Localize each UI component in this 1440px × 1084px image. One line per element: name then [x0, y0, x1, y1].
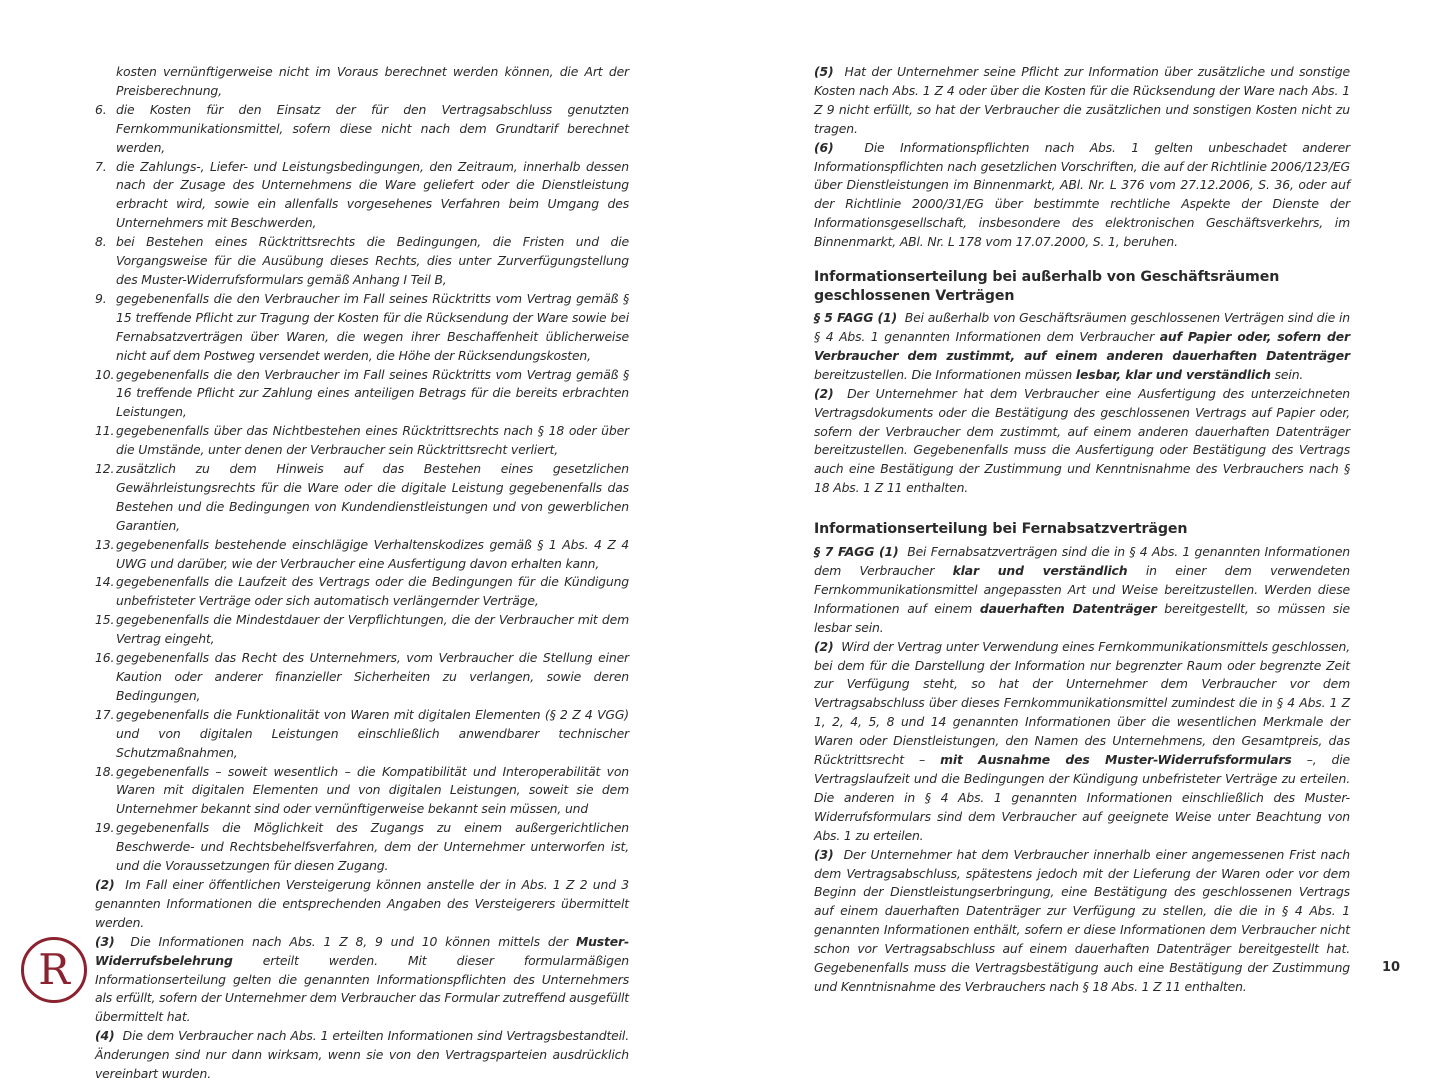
- paragraph-text: erteilt werden. Mit dieser formularmäßigen Informationserteilung gelten die genannten Informationspflichten des Unternehmers als erfüllt, sofern der Unternehmer dem Verbraucher das Formular zutreffend ausgefüllt übermittelt hat.: [95, 952, 629, 1025]
- bold-term: auf Papier oder, sofern der Verbraucher dem zustimmt, auf einem anderen dauerhaften Datenträger: [814, 328, 1350, 363]
- list-continuation: kosten vernünftigerweise nicht im Voraus berechnet werden können, die Art der Preisberechnung,: [116, 64, 629, 98]
- list-item-number: 9.: [95, 290, 107, 306]
- list-item: [95, 460, 629, 536]
- paragraph-text: Die dem Verbraucher nach Abs. 1 erteilten Informationen sind Vertragsbestandteil. Änderungen sind nur dann wirksam, wenn sie von den Vertragsparteien ausdrücklich vereinbart wurden.: [95, 1028, 629, 1082]
- list-item-number: 8.: [95, 234, 107, 250]
- paragraph-tag: (2): [95, 876, 115, 892]
- paragraph-tag: (4): [95, 1028, 115, 1044]
- bold-term: lesbar, klar und verständlich: [1075, 366, 1271, 382]
- paragraph-text: Die Informationen nach Abs. 1 Z 8, 9 und 10 können mittels der: [130, 933, 568, 949]
- section-7-paragraph-1: [814, 543, 1350, 638]
- list-item-text: gegebenenfalls die den Verbraucher im Fall seines Rücktritts vom Vertrag gemäß § 15 treffende Pflicht zur Tragung der Kosten für die Rücksendung der Ware sowie bei Fernabsatzverträgen über Waren, die wegen ihrer Beschaffenheit üblicherweise nicht auf dem Postweg versendet werden, die Höhe der Rücksendungskosten,: [116, 290, 629, 363]
- list-item-number: 13.: [95, 536, 115, 552]
- section-5-paragraph-2: [814, 385, 1350, 498]
- list-item: [95, 536, 629, 574]
- bold-term: mit Ausnahme des Muster-Widerrufsformulars: [940, 752, 1292, 768]
- list-item-number: 17.: [95, 706, 115, 722]
- list-item: [95, 158, 629, 234]
- paragraph-text: Die Informationspflichten nach Abs. 1 gelten unbeschadet anderer Informationspflichten nach gesetzlichen Vorschriften, die auf der Richtlinie 2006/123/EG über Dienstleistungen im Binnenmarkt, ABl. Nr. L 376 vom 27.12.2006, S. 36, oder auf der Richtlinie 2000/31/EG über bestimmte rechtliche Aspekte der Dienste der Informationsgesellschaft, insbesondere des elektronischen Geschäftsverkehrs, im Binnenmarkt, ABl. Nr. L 178 vom 17.07.2000, S. 1, beruhen.: [814, 139, 1350, 250]
- paragraph-text: Hat der Unternehmer seine Pflicht zur Information über zusätzliche und sonstige Kosten nach Abs. 1 Z 4 oder über die Kosten für die Rücksendung der Ware nach Abs. 1 Z 9 nicht erfüllt, so hat der Verbraucher die zusätzlichen und sonstigen Kosten nicht zu tragen.: [814, 64, 1351, 136]
- list-item: [95, 763, 629, 820]
- paragraph-tag: (3): [95, 933, 115, 949]
- bold-term: Muster-Widerrufsbelehrung: [95, 933, 629, 968]
- bold-term: dauerhaften Datenträger: [979, 600, 1157, 616]
- list-item-text: gegebenenfalls die Mindestdauer der Verpflichtungen, die der Verbraucher mit dem Vertrag eingeht,: [116, 612, 629, 647]
- paragraph-text: Der Unternehmer hat dem Verbraucher eine Ausfertigung des unterzeichneten Vertragsdokuments oder die Bestätigung des geschlossenen Vertrags auf Papier oder, sofern der Verbraucher dem zustimmt, auf einem anderen dauerhaften Datenträger bereitzustellen. Gegebenenfalls muss die Ausfertigung oder Bestätigung des Vertrags auch eine Bestätigung der Zustimmung und Kenntnisnahme des Verbrauchers nach § 18 Abs. 1 Z 11 enthalten.: [814, 385, 1351, 496]
- list-item-number: 12.: [95, 461, 115, 477]
- paragraph-tag: (2): [814, 638, 834, 654]
- list-item: [95, 573, 629, 611]
- paragraph-5: [814, 63, 1350, 139]
- left-column: [95, 63, 629, 1084]
- list-item-number: 19.: [95, 820, 115, 836]
- list-item-number: 15.: [95, 612, 115, 628]
- paragraph-2: [95, 876, 629, 933]
- paragraph-6: [814, 139, 1350, 252]
- list-item-number: 10.: [95, 366, 115, 382]
- list-item-text: gegebenenfalls das Recht des Unternehmers, vom Verbraucher die Stellung einer Kaution oder anderer finanzieller Sicherheiten zu verlangen, sowie deren Bedingungen,: [116, 650, 629, 703]
- list-item-text: gegebenenfalls – soweit wesentlich – die Kompatibilität und Interoperabilität von Waren mit digitalen Elementen und von digitalen Leistungen, soweit sie dem Unternehmer bekannt sind oder vernünftigerweise bekannt sein müssen, und: [116, 763, 629, 817]
- list-item: [95, 611, 629, 649]
- list-item-number: 14.: [95, 574, 115, 590]
- list-item: [95, 706, 629, 763]
- list-item: [95, 290, 629, 366]
- section-7-paragraph-2: [814, 638, 1350, 846]
- paragraph-3: [95, 933, 629, 1028]
- section-heading-distance-selling: Informationserteilung bei Fernabsatzverträgen: [814, 521, 1188, 538]
- information-list: [95, 101, 629, 876]
- paragraph-text: bereitgestellt, so müssen sie lesbar sein.: [814, 600, 1351, 635]
- list-item: [95, 649, 629, 706]
- paragraph-tag: (6): [814, 139, 834, 155]
- paragraph-text: Im Fall einer öffentlichen Versteigerung können anstelle der in Abs. 1 Z 2 und 3 genannten Informationen die entsprechenden Angaben des Versteigerers übermittelt werden.: [95, 876, 629, 930]
- list-item-text: gegebenenfalls die Laufzeit des Vertrags oder die Bedingungen für die Kündigung unbefristeter Verträge oder sich automatisch verlängernder Verträge,: [116, 574, 629, 609]
- r-monogram-logo-icon: [20, 936, 88, 1004]
- list-item-text: gegebenenfalls die Möglichkeit des Zugangs zu einem außergerichtlichen Beschwerde- und Rechtsbehelfsverfahren, dem der Unternehmer unterworfen ist, und die Voraussetzungen für diesen Zugang.: [116, 820, 629, 874]
- paragraph-4: [95, 1027, 629, 1084]
- bold-term: klar und verständlich: [952, 563, 1128, 579]
- list-item: [95, 422, 629, 460]
- list-item-text: die Kosten für den Einsatz der für den Vertragsabschluss genutzten Fernkommunikationsmittel, sofern diese nicht nach dem Grundtarif berechnet werden,: [116, 101, 629, 155]
- list-item-number: 16.: [95, 650, 115, 666]
- section-heading-off-premises: Informationserteilung bei außerhalb von Geschäftsräumen geschlossenen Verträgen: [814, 269, 1280, 305]
- paragraph-text: –, die Vertragslaufzeit und die Bedingungen der Kündigung unbefristeter Verträge zu erteilen. Die anderen in § 4 Abs. 1 genannten Informationen einschließlich des Muster-Widerrufsformulars sind dem Verbraucher auf geeignete Weise unter Beachtung von Abs. 1 zu erteilen.: [814, 752, 1351, 843]
- list-item-text: gegebenenfalls die den Verbraucher im Fall seines Rücktritts vom Vertrag gemäß § 16 treffende Pflicht zur Zahlung eines anteiligen Betrags für die bereits erbrachten Leistungen,: [116, 366, 629, 420]
- paragraph-text: Bei außerhalb von Geschäftsräumen geschlossenen Verträgen sind die in § 4 Abs. 1 genannten Informationen dem Verbraucher: [814, 310, 1351, 344]
- list-item: [95, 101, 629, 158]
- list-item-text: bei Bestehen eines Rücktrittsrechts die Bedingungen, die Fristen und die Vorgangsweise für die Ausübung dieses Rechts, dies unter Zurverfügungstellung des Muster-Widerrufsformulars gemäß Anhang I Teil B,: [116, 234, 629, 287]
- paragraph-tag: (3): [814, 846, 834, 862]
- section-5-paragraph-1: [814, 309, 1350, 385]
- section-7-paragraph-3: [814, 846, 1350, 997]
- paragraph-text: Wird der Vertrag unter Verwendung eines Fernkommunikationsmittels geschlossen, bei dem für die Darstellung der Information nur begrenzter Raum oder begrenzte Zeit zur Verfügung steht, so hat der Unternehmer dem Verbraucher vor dem Vertragsabschluss über dieses Fernkommunikationsmittel zumindest die in § 4 Abs. 1 Z 1, 2, 4, 5, 8 und 14 genannten Informationen über die wesentlichen Merkmale der Waren oder Dienstleistungen, den Namen des Unternehmens, den Gesamtpreis, das Rücktrittsrecht –: [814, 638, 1351, 768]
- paragraph-text: bereitzustellen. Die Informationen müssen: [814, 366, 1073, 382]
- list-item-text: zusätzlich zu dem Hinweis auf das Bestehen eines gesetzlichen Gewährleistungsrechts für die Ware oder die digitale Leistung gegebenenfalls das Bestehen und die Bedingungen von Kundendienstleistungen und von gewerblichen Garantien,: [116, 461, 629, 533]
- logo-letter: R: [38, 945, 70, 994]
- section-tag: § 7 FAGG (1): [814, 544, 899, 560]
- section-tag: § 5 FAGG (1): [814, 310, 897, 326]
- paragraph-tag: (2): [814, 385, 834, 401]
- paragraph-text: Der Unternehmer hat dem Verbraucher innerhalb einer angemessenen Frist nach dem Vertragsabschluss, spätestens jedoch mit der Lieferung der Waren oder vor dem Beginn der Dienstleistungserbringung, eine Bestätigung des geschlossenen Vertrags auf einem dauerhaften Datenträger zur Verfügung zu stellen, die die in § 4 Abs. 1 genannten Informationen enthält, sofern er diese Informationen dem Verbraucher nicht schon vor Vertragsabschluss auf einem dauerhaften Datenträger bereitgestellt hat. Gegebenenfalls muss die Vertragsbestätigung auch eine Bestätigung der Zustimmung und Kenntnisnahme des Verbrauchers nach § 18 Abs. 1 Z 11 enthalten.: [814, 846, 1350, 994]
- list-item-number: 11.: [95, 423, 115, 439]
- list-item-text: gegebenenfalls über das Nichtbestehen eines Rücktrittsrechts nach § 18 oder über die Umstände, unter denen der Verbraucher sein Rücktrittsrecht verliert,: [116, 423, 629, 458]
- list-item-number: 18.: [95, 763, 115, 779]
- list-item-number: 7.: [95, 158, 107, 174]
- list-item-text: gegebenenfalls die Funktionalität von Waren mit digitalen Elementen (§ 2 Z 4 VGG) und von digitalen Leistungen einschließlich anwendbarer technischer Schutzmaßnahmen,: [116, 706, 629, 760]
- paragraph-tag: (5): [814, 64, 834, 79]
- paragraph-text: in einer dem verwendeten Fernkommunikationsmittel angepassten Art und Weise bereitzustellen. Werden diese Informationen auf einem: [814, 563, 1350, 616]
- list-item-text: gegebenenfalls bestehende einschlägige Verhaltenskodizes gemäß § 1 Abs. 4 Z 4 UWG und darüber, wie der Verbraucher eine Ausfertigung davon erhalten kann,: [116, 536, 629, 571]
- list-item-number: 6.: [95, 101, 107, 117]
- right-column: [814, 63, 1350, 997]
- list-item-text: die Zahlungs-, Liefer- und Leistungsbedingungen, den Zeitraum, innerhalb dessen nach der Zusage des Unternehmens die Ware geliefert oder die Dienstleistung erbracht wird, sowie ein allenfalls vorgesehenes Verfahren beim Umgang des Unternehmers mit Beschwerden,: [116, 158, 629, 231]
- list-item: [95, 819, 629, 876]
- list-item: [95, 366, 629, 423]
- paragraph-text: sein.: [1274, 366, 1304, 382]
- paragraph-text: Bei Fernabsatzverträgen sind die in § 4 Abs. 1 genannten Informationen dem Verbraucher: [814, 544, 1351, 579]
- page-number: 10: [1381, 960, 1401, 975]
- list-item: [95, 233, 629, 290]
